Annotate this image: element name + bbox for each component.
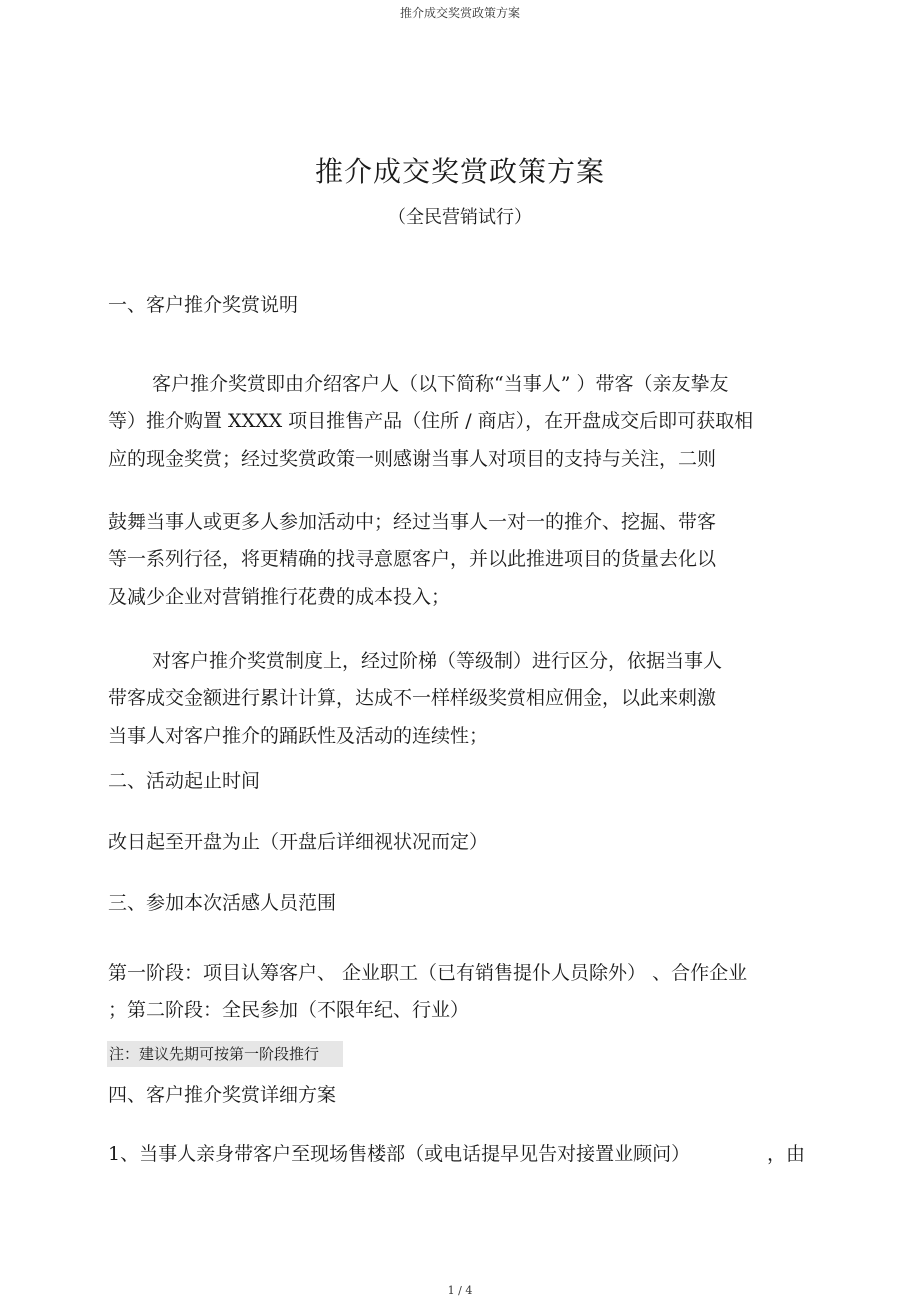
- page-title: 推介成交奖赏政策方案: [314, 155, 605, 188]
- page-header: 推介成交奖赏政策方案: [399, 6, 520, 20]
- highlighted-note: 注：建议先期可按第一阶段推行: [107, 1041, 343, 1067]
- paragraph-3-line-2: 带客成交金额进行累计计算，达成不一样样级奖赏相应佣金，以此来刺激: [108, 687, 717, 709]
- section-4-heading: 四、客户推介奖赏详细方案: [108, 1084, 337, 1106]
- section-3-line-2: ；第二阶段：全民参加（不限年纪、行业）: [108, 999, 470, 1021]
- paragraph-2-line-2: 等一系列行径，将更精确的找寻意愿客户，并以此推进项目的货量去化以: [108, 548, 717, 570]
- section-1-heading: 一、客户推介奖赏说明: [108, 294, 299, 316]
- section-4-item-1: 1、当事人亲身带客户至现场售楼部（或电话提早见告对接置业顾问）: [108, 1143, 691, 1165]
- paragraph-2-line-3: 及减少企业对营销推行花费的成本投入；: [108, 586, 451, 608]
- paragraph-3-line-3: 当事人对客户推介的踊跃性及活动的连续性；: [108, 725, 489, 747]
- paragraph-1-line-3: 应的现金奖赏；经过奖赏政策一则感谢当事人对项目的支持与关注，二则: [108, 448, 717, 470]
- section-2-heading: 二、活动起止时间: [108, 770, 261, 792]
- section-3-line-1: 第一阶段：项目认筹客户、 企业职工（已有销售提仆人员除外） 、合作企业: [108, 962, 748, 984]
- page-subtitle: （全民营销试行）: [388, 207, 532, 228]
- section-2-text: 改日起至开盘为止（开盘后详细视状况而定）: [108, 831, 489, 853]
- paragraph-3-line-1: 对客户推介奖赏制度上，经过阶梯（等级制）进行区分，依据当事人: [152, 650, 723, 672]
- page-number: 1 / 4: [447, 1284, 473, 1297]
- section-4-item-1-tail: ，由: [767, 1143, 806, 1165]
- paragraph-1-line-2: 等）推介购置 XXXX 项目推售产品（住所 / 商店），在开盘成交后即可获取相: [108, 410, 754, 432]
- section-3-heading: 三、参加本次活感人员范围: [108, 892, 337, 914]
- paragraph-1-line-1: 客户推介奖赏即由介绍客户人（以下简称“当事人” ）带客（亲友挚友: [152, 373, 729, 395]
- paragraph-2-line-1: 鼓舞当事人或更多人参加活动中；经过当事人一对一的推介、挖掘、带客: [108, 511, 717, 533]
